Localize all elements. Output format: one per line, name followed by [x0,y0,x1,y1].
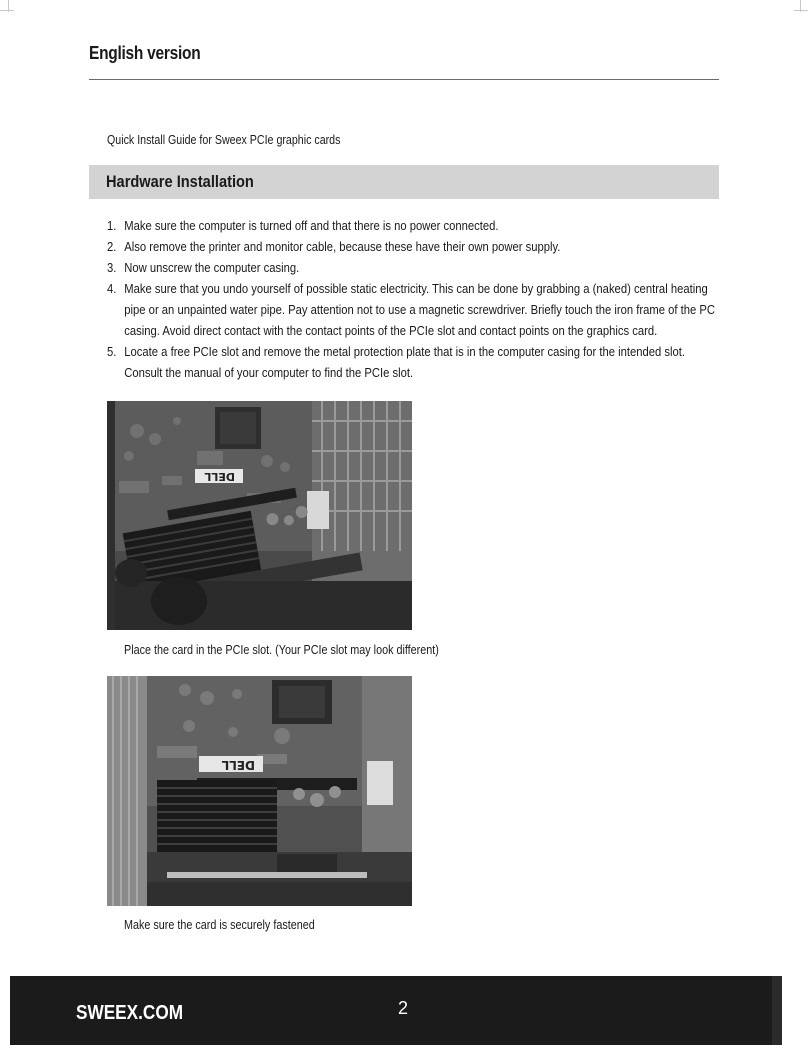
footer-site-name: SWEEX.COM [76,1002,184,1024]
page-header-title: English version [89,43,201,63]
footer-edge [772,976,782,1045]
figure-caption: Place the card in the PCIe slot. (Your PCIe slot may look different) [124,642,439,657]
guide-title: Quick Install Guide for Sweex PCIe graphic cards [107,132,341,147]
page-footer [10,976,782,1045]
step-number: 3. [107,260,117,275]
step-number: 4. [107,281,117,296]
section-title: Hardware Installation [106,172,254,191]
step-number: 5. [107,344,117,359]
photo-card-fastened [107,676,412,906]
dell-logo: DELL [221,758,255,772]
step-number: 2. [107,239,117,254]
step-item [107,257,723,278]
crop-mark-right-h [794,10,808,11]
crop-mark-left-h [0,10,14,11]
step-number: 1. [107,218,117,233]
figure-caption: Make sure the card is securely fastened [124,917,315,932]
motherboard-photo-2 [107,676,412,906]
dell-logo: DELL [204,470,235,483]
step-text: Now unscrew the computer casing. [124,260,300,275]
motherboard-photo-1 [107,401,412,630]
header-rule [89,79,719,80]
step-text: Make sure that you undo yourself of possible static electricity. This can be done by grabbing a (naked) central heating pipe or an unpainted water pipe. Pay attention not to use a magnetic screwdriver. Briefly touch the iron frame of the PC casing. Avoid direct contact with the contact points of the PCIe slot and contact points on the graphics card. [124,281,716,338]
step-item [107,278,723,341]
step-item [107,236,723,257]
installation-steps [107,215,808,383]
step-item [107,341,723,383]
step-text: Also remove the printer and monitor cable, because these have their own power supply. [124,239,561,254]
step-item [107,215,723,236]
photo-card-insertion [107,401,412,630]
step-text: Locate a free PCIe slot and remove the metal protection plate that is in the computer casing for the intended slot. Consult the manual of your computer to find the PCIe slot. [124,344,686,380]
step-text: Make sure the computer is turned off and that there is no power connected. [124,218,499,233]
page-number: 2 [398,998,409,1018]
section-header-bar [89,165,719,199]
